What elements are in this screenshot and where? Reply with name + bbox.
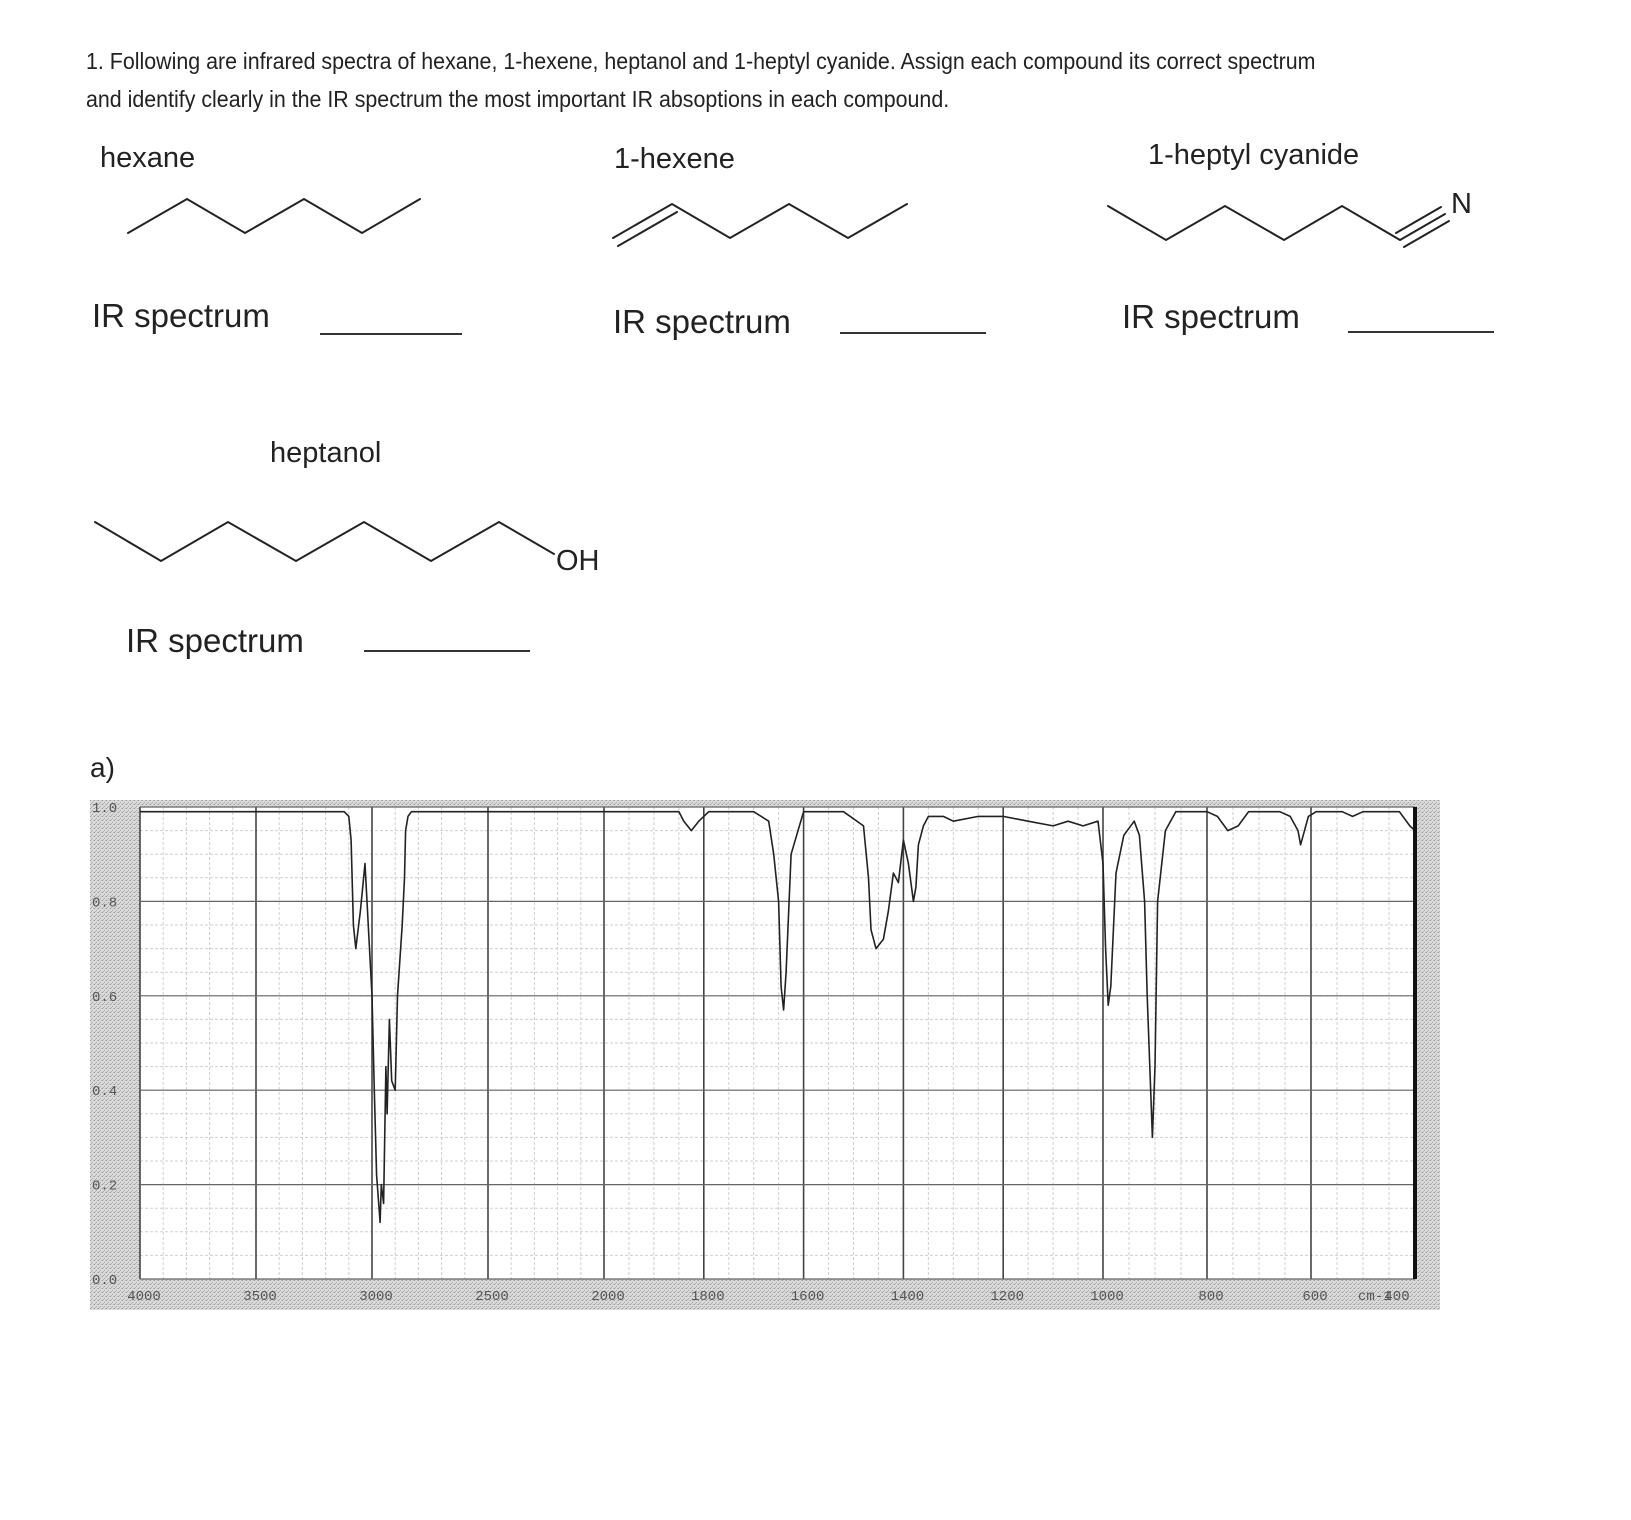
hexane-name: hexane xyxy=(100,142,196,174)
hexane-ir-label: IR spectrum xyxy=(92,297,270,334)
ir-spectrum-chart xyxy=(90,800,1440,1310)
x-tick-label: 600 xyxy=(1302,1289,1328,1305)
x-tick-label: 400 xyxy=(1384,1289,1410,1305)
hydroxyl-label: OH xyxy=(556,545,600,577)
heptyl-cyanide-ir-label: IR spectrum xyxy=(1122,298,1300,335)
hexane-answer-blank[interactable] xyxy=(320,333,462,335)
x-tick-label: 1400 xyxy=(890,1289,925,1305)
question-line-1: 1. Following are infrared spectra of hexane, 1-hexene, heptanol and 1-heptyl cyanide. Assign each compound its correct spectrum xyxy=(86,48,1316,74)
nitrogen-atom-label: N xyxy=(1451,188,1472,220)
hexene-ir-label: IR spectrum xyxy=(613,303,791,340)
heptyl-cyanide-name: 1-heptyl cyanide xyxy=(1148,139,1360,171)
y-tick-label: 1.0 xyxy=(92,801,118,817)
y-tick-label: 0.4 xyxy=(92,1084,118,1101)
x-tick-label: 1800 xyxy=(690,1289,725,1305)
x-tick-label: 800 xyxy=(1198,1289,1224,1305)
heptyl-cyanide-structure xyxy=(1108,206,1449,247)
y-tick-label: 0.2 xyxy=(92,1178,118,1195)
hexane-structure xyxy=(128,199,420,233)
x-tick-label: 1600 xyxy=(790,1289,825,1305)
heptyl-cyanide-answer-blank[interactable] xyxy=(1348,331,1494,333)
x-tick-label: 1200 xyxy=(990,1289,1025,1305)
question-line-2: and identify clearly in the IR spectrum the most important IR absoptions in each compound. xyxy=(86,86,950,112)
molecule-structures xyxy=(0,0,1631,700)
y-tick-label: 0.0 xyxy=(92,1273,118,1289)
x-tick-label: 1000 xyxy=(1090,1289,1124,1305)
x-tick-label: 4000 xyxy=(127,1289,161,1305)
heptanol-name: heptanol xyxy=(270,437,382,469)
heptanol-answer-blank[interactable] xyxy=(364,650,530,652)
x-tick-label: 3500 xyxy=(243,1289,277,1305)
part-a-label: a) xyxy=(90,752,115,783)
hexene-name: 1-hexene xyxy=(614,143,735,175)
heptanol-ir-label: IR spectrum xyxy=(126,622,304,659)
heptanol-structure xyxy=(95,522,554,561)
y-tick-label: 0.8 xyxy=(92,895,118,912)
x-tick-label: 2000 xyxy=(591,1289,625,1305)
x-axis-unit-label: cm-1 xyxy=(1358,1289,1392,1305)
x-tick-label: 2500 xyxy=(475,1289,509,1305)
ir-spectrum-svg xyxy=(90,800,1440,1310)
y-tick-label: 0.6 xyxy=(92,989,118,1006)
x-tick-label: 3000 xyxy=(359,1289,393,1305)
hexene-answer-blank[interactable] xyxy=(840,332,986,334)
hexene-structure xyxy=(613,204,907,246)
